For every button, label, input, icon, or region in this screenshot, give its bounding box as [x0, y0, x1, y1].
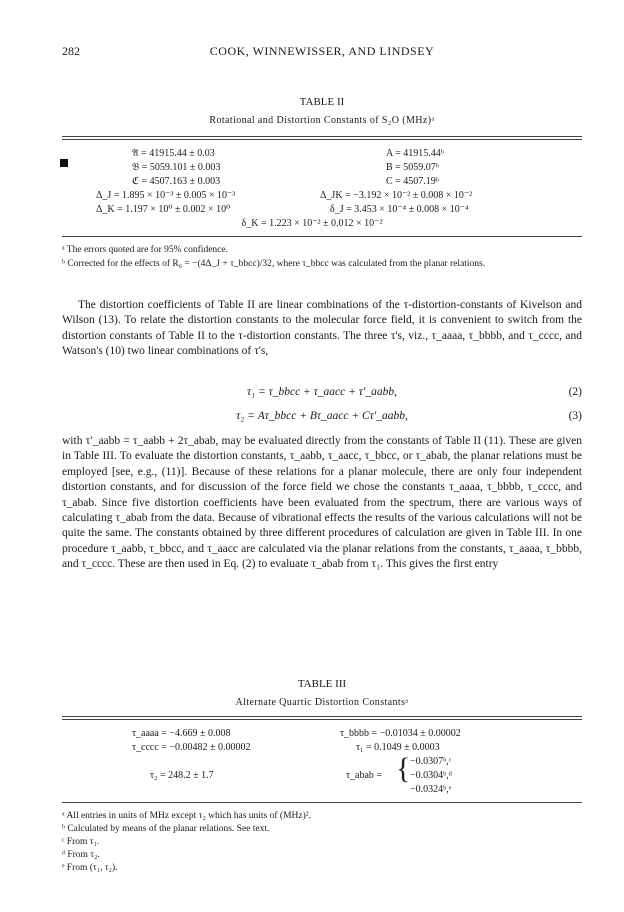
table3-footnote-e: ᵉ From (τ₁, τ₂).: [62, 863, 118, 873]
table3-abab-value: −0.0324ᵇ,ᵉ: [410, 784, 452, 795]
page-header: [62, 44, 582, 60]
table2-right-row: C = 4507.19ᵇ: [386, 176, 439, 187]
table2-top-rule-double: [62, 139, 582, 140]
table3-footnote-c: ᶜ From τ₁.: [62, 837, 100, 847]
equation-2-expression: τ₁ = τ_bbcc + τ_aacc + τ′_aabb,: [246, 386, 398, 398]
paragraph-1-text: The distortion coefficients of Table II are linear combinations of the τ-distortion-constants of Kivelson and Wilson (13). To relate the distortion constants to the molecular force field, it is convenient to switch from the distortion constants of Table II to the τ-distortion constants. The three τ's, viz., τ_aaaa, τ_bbbb, and τ_cccc, and Watson's (10) two linear combinations of τ's,: [62, 299, 582, 358]
paragraph-1: [62, 298, 582, 360]
table3-footnote-b: ᵇ Calculated by means of the planar relations. See text.: [62, 824, 270, 834]
table3-footnote-a: ᵃ All entries in units of MHz except τ₂ which has units of (MHz)².: [62, 811, 311, 821]
table2-top-rule: [62, 136, 582, 137]
paragraph-2: [62, 434, 582, 573]
table3-right-row: τ_bbbb = −0.01034 ± 0.00002: [340, 728, 461, 739]
table3-abab-value: −0.0307ᵇ,ᶜ: [410, 756, 452, 767]
paragraph-2-text: with τ′_aabb = τ_aabb + 2τ_abab, may be evaluated directly from the constants of Table II (11). These are given in Table III. To evaluate the distortion constants, τ_aabb, τ_aacc, τ_bbcc, or τ_abab, the planar relations must be employed [see, e.g., (11)]. Because of these relations for a planar molecule, there are only four independent distortion constants, and for discussion of the force field we chose the constants τ_aaaa, τ_bbbb, τ_cccc, and τ_abab. Since five distortion coefficients have been evaluated from the spectrum, there are various ways of calculating τ_abab from the data. Because of vibrational effects the results of the various calculations will not be quite the same. The constants obtained by three different procedures of calculation are given in Table III. In one procedure τ_aabb, τ_bbcc, and τ_aacc are calculated via the planar relations from the constants, τ_aaaa, τ_bbbb, and τ_cccc. These are then used in Eq. (2) to evaluate τ_abab from τ₁. This gives the first entry: [62, 435, 582, 571]
table3-top-rule: [62, 716, 582, 717]
table3-abab-value: −0.0304ᵇ,ᵈ: [410, 770, 452, 781]
table2-footnote-b: ᵇ Corrected for the effects of R₆ = −(4Δ_J + τ_bbcc)/32, where τ_bbcc was calculated from the planar relations.: [62, 259, 486, 269]
equation-3-number: (3): [568, 410, 582, 422]
table3-top-rule-double: [62, 719, 582, 720]
equation-2: [62, 386, 582, 402]
table2-left-row: Δ_K = 1.197 × 10⁰ ± 0.002 × 10⁰: [96, 204, 231, 215]
table3-bottom-rule: [62, 802, 582, 803]
running-title: COOK, WINNEWISSER, AND LINDSEY: [209, 44, 435, 58]
table2-right-row: Δ_JK = −3.192 × 10⁻² ± 0.008 × 10⁻²: [320, 190, 473, 201]
equation-3: [62, 410, 582, 426]
page-number: 282: [62, 44, 80, 58]
table3-footnote-d: ᵈ From τ₂.: [62, 850, 100, 860]
table3-right-row: τ₁ = 0.1049 ± 0.0003: [356, 742, 440, 753]
table2-label: TABLE II: [299, 96, 345, 108]
table3-abab-brace: {: [396, 752, 411, 785]
table2-left-row: ℭ = 4507.163 ± 0.003: [132, 176, 221, 187]
table2-bottom-rule: [62, 236, 582, 237]
table3-left-row: τ_aaaa = −4.669 ± 0.008: [132, 728, 231, 739]
table2-left-row: 𝔄 = 41915.44 ± 0.03: [132, 148, 215, 159]
table2-left-row: 𝔅 = 5059.101 ± 0.003: [132, 162, 221, 173]
table2-left-row: Δ_J = 1.895 × 10⁻³ ± 0.005 × 10⁻³: [96, 190, 236, 201]
table3-caption: Alternate Quartic Distortion Constantsᵃ: [235, 697, 409, 708]
table3-label: TABLE III: [297, 678, 347, 690]
table2-footnote-a: ᵃ The errors quoted are for 95% confidence.: [62, 245, 228, 255]
table3-left-row: τ_cccc = −0.00482 ± 0.00002: [132, 742, 251, 753]
table3-left-row: τ₂ = 248.2 ± 1.7: [150, 770, 214, 781]
table2-right-row: A = 41915.44ᵇ: [386, 148, 444, 159]
table2-right-row: B = 5059.07ᵇ: [386, 162, 439, 173]
equation-2-number: (2): [568, 386, 582, 398]
table2-right-row: δ_J = 3.453 × 10⁻⁴ ± 0.008 × 10⁻⁴: [330, 204, 469, 215]
table3-abab-label: τ_abab =: [346, 770, 383, 781]
equation-3-expression: τ₂ = Aτ_bbcc + Bτ_aacc + Cτ′_aabb,: [236, 410, 408, 422]
scan-mark: [60, 159, 68, 167]
table2-center-row: δ_K = 1.223 × 10⁻² ± 0.012 × 10⁻²: [241, 218, 383, 229]
table2-caption: Rotational and Distortion Constants of S₂O (MHz)ᵃ: [209, 115, 435, 126]
